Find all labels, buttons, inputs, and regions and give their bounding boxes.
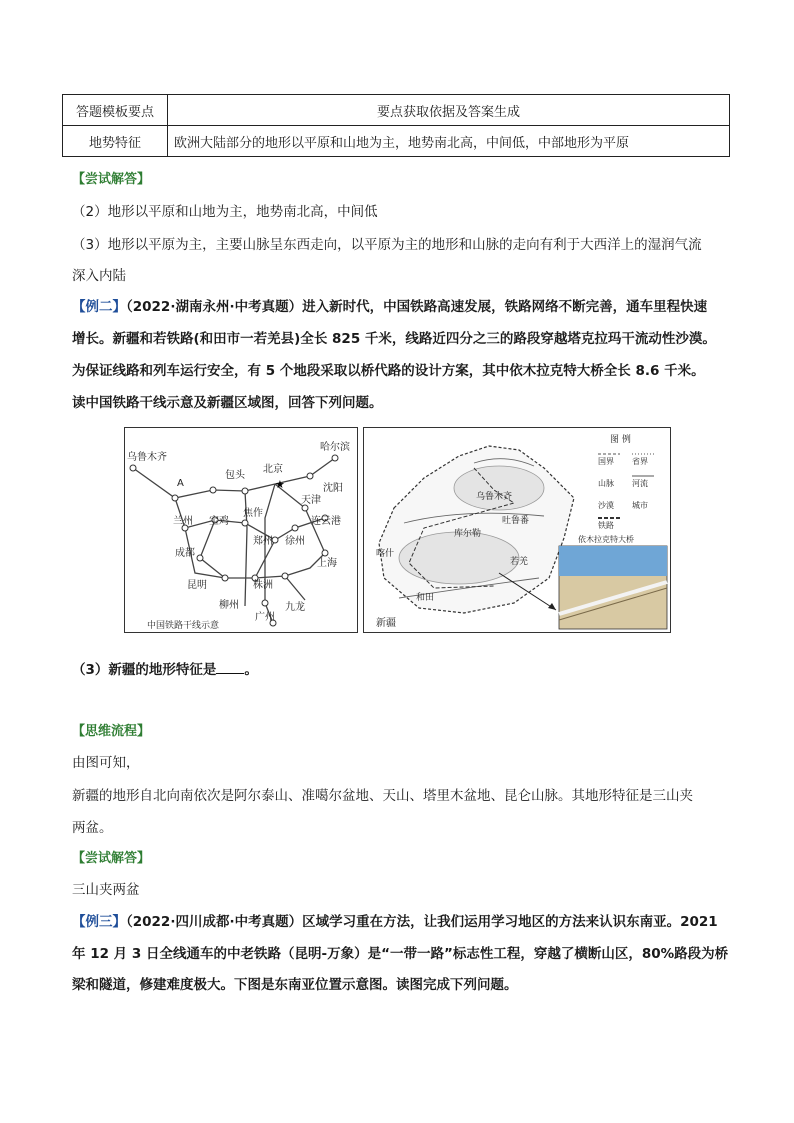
example2-line: 增长。新疆和若铁路(和田市一若羌县)全长 825 千米，线路近四分之三的路段穿越塔克拉玛干流动性沙漠。 — [72, 331, 716, 347]
example3-line: 梁和隧道，修建难度极大。下图是东南亚位置示意图。读图完成下列问题。 — [72, 977, 518, 993]
try-answer-tag: 【尝试解答】 — [72, 851, 151, 866]
example2-line — [72, 295, 707, 315]
city-label: 株洲 — [253, 580, 273, 591]
city-label: 昆明 — [187, 580, 207, 591]
place-label: 喀什 — [376, 549, 395, 559]
answer-line: 深入内陆 — [72, 268, 126, 284]
answer-line: 三山夹两盆 — [72, 882, 140, 898]
thinking-flow-tag: 【思维流程】 — [72, 724, 151, 739]
legend-item: 河流 — [632, 479, 648, 488]
city-label: 广州 — [255, 612, 275, 623]
city-label: 乌鲁木齐 — [127, 452, 167, 463]
example3-text: （2022·四川成都·中考真题）区域学习重在方法，让我们运用学习地区的方法来认识东南亚。2021 — [126, 914, 718, 930]
legend-item: 山脉 — [598, 479, 614, 488]
place-label: 库尔勒 — [454, 529, 482, 539]
map-caption: 中国铁路干线示意 — [147, 621, 220, 631]
city-label: 包头 — [225, 470, 245, 481]
place-label: 若羌 — [510, 557, 529, 567]
legend-title: 图 例 — [610, 435, 631, 445]
table-row — [63, 126, 730, 157]
answer-line: （3）地形以平原为主，主要山脉呈东西走向，以平原为主的地形和山脉的走向有利于大西洋上的湿润气流 — [72, 237, 702, 253]
city-label: 上海 — [317, 558, 337, 569]
city-label: 哈尔滨 — [320, 442, 350, 453]
example2-line: 读中国铁路干线示意及新疆区域图，回答下列问题。 — [72, 395, 383, 411]
city-label: 郑州 — [253, 536, 273, 547]
example3-line: 年 12 月 3 日全线通车的中老铁路（昆明-万象）是“一带一路”标志性工程，穿越了横断山区，80%路段为桥 — [72, 946, 729, 962]
railway-map-svg — [125, 428, 357, 632]
flow-line: 由图可知， — [72, 755, 140, 771]
table-cell: 欧洲大陆部分的地形以平原和山地为主，地势南北高，中间低，中部地形为平原 — [168, 126, 730, 157]
city-label: 连云港 — [311, 516, 341, 527]
place-label: 和田 — [416, 593, 435, 603]
bridge-label: 依木拉克特大桥 — [578, 535, 634, 544]
city-label: 九龙 — [285, 602, 305, 613]
answer-line: （2）地形以平原和山地为主，地势南北高，中间低 — [72, 204, 378, 220]
svg-text:★: ★ — [275, 478, 285, 491]
city-label: 北京 — [263, 464, 283, 475]
city-label: 焦作 — [243, 508, 263, 519]
xinjiang-map-svg — [364, 428, 670, 632]
table-cell: 地势特征 — [63, 126, 168, 157]
city-label: 徐州 — [285, 536, 305, 547]
city-label: 宝鸡 — [209, 516, 229, 527]
legend-item: 沙漠 — [598, 501, 614, 510]
city-label: 柳州 — [219, 600, 239, 611]
place-label: 吐鲁番 — [502, 516, 530, 526]
city-label: 兰州 — [173, 516, 193, 527]
place-label: 乌鲁木齐 — [476, 492, 513, 502]
example3-label: 【例三】 — [72, 914, 126, 930]
legend-item: 城市 — [632, 501, 648, 510]
xinjiang-map — [363, 427, 671, 633]
question-end: 。 — [244, 662, 258, 678]
city-label: 天津 — [301, 495, 321, 506]
table-header-cell: 答题模板要点 — [63, 95, 168, 126]
region-label: 新疆 — [376, 618, 396, 629]
answer-template-table — [62, 94, 730, 157]
table-header-cell: 要点获取依据及答案生成 — [168, 95, 730, 126]
legend-item: 铁路 — [598, 521, 614, 530]
city-label: A — [177, 478, 184, 489]
china-railway-map — [124, 427, 358, 633]
question-text: （3）新疆的地形特征是 — [72, 662, 217, 678]
city-label: 沈阳 — [323, 483, 343, 494]
flow-line: 两盆。 — [72, 820, 113, 836]
flow-line: 新疆的地形自北向南依次是阿尔泰山、准噶尔盆地、天山、塔里木盆地、昆仑山脉。其地形特征是三山夹 — [72, 788, 693, 804]
try-answer-tag: 【尝试解答】 — [72, 172, 151, 187]
example2-text: （2022·湖南永州·中考真题）进入新时代，中国铁路高速发展，铁路网络不断完善，通车里程快速 — [126, 299, 708, 315]
table-header-row — [63, 95, 730, 126]
question-3 — [72, 658, 258, 678]
example2-line: 为保证线路和列车运行安全，有 5 个地段采取以桥代路的设计方案，其中依木拉克特大桥全长 8.6 千米。 — [72, 363, 705, 379]
example3-line — [72, 910, 718, 930]
legend-item: 省界 — [632, 457, 648, 466]
legend-item: 国界 — [598, 457, 614, 466]
answer-blank — [216, 661, 244, 674]
city-label: 成都 — [175, 548, 195, 559]
example2-label: 【例二】 — [72, 299, 126, 315]
